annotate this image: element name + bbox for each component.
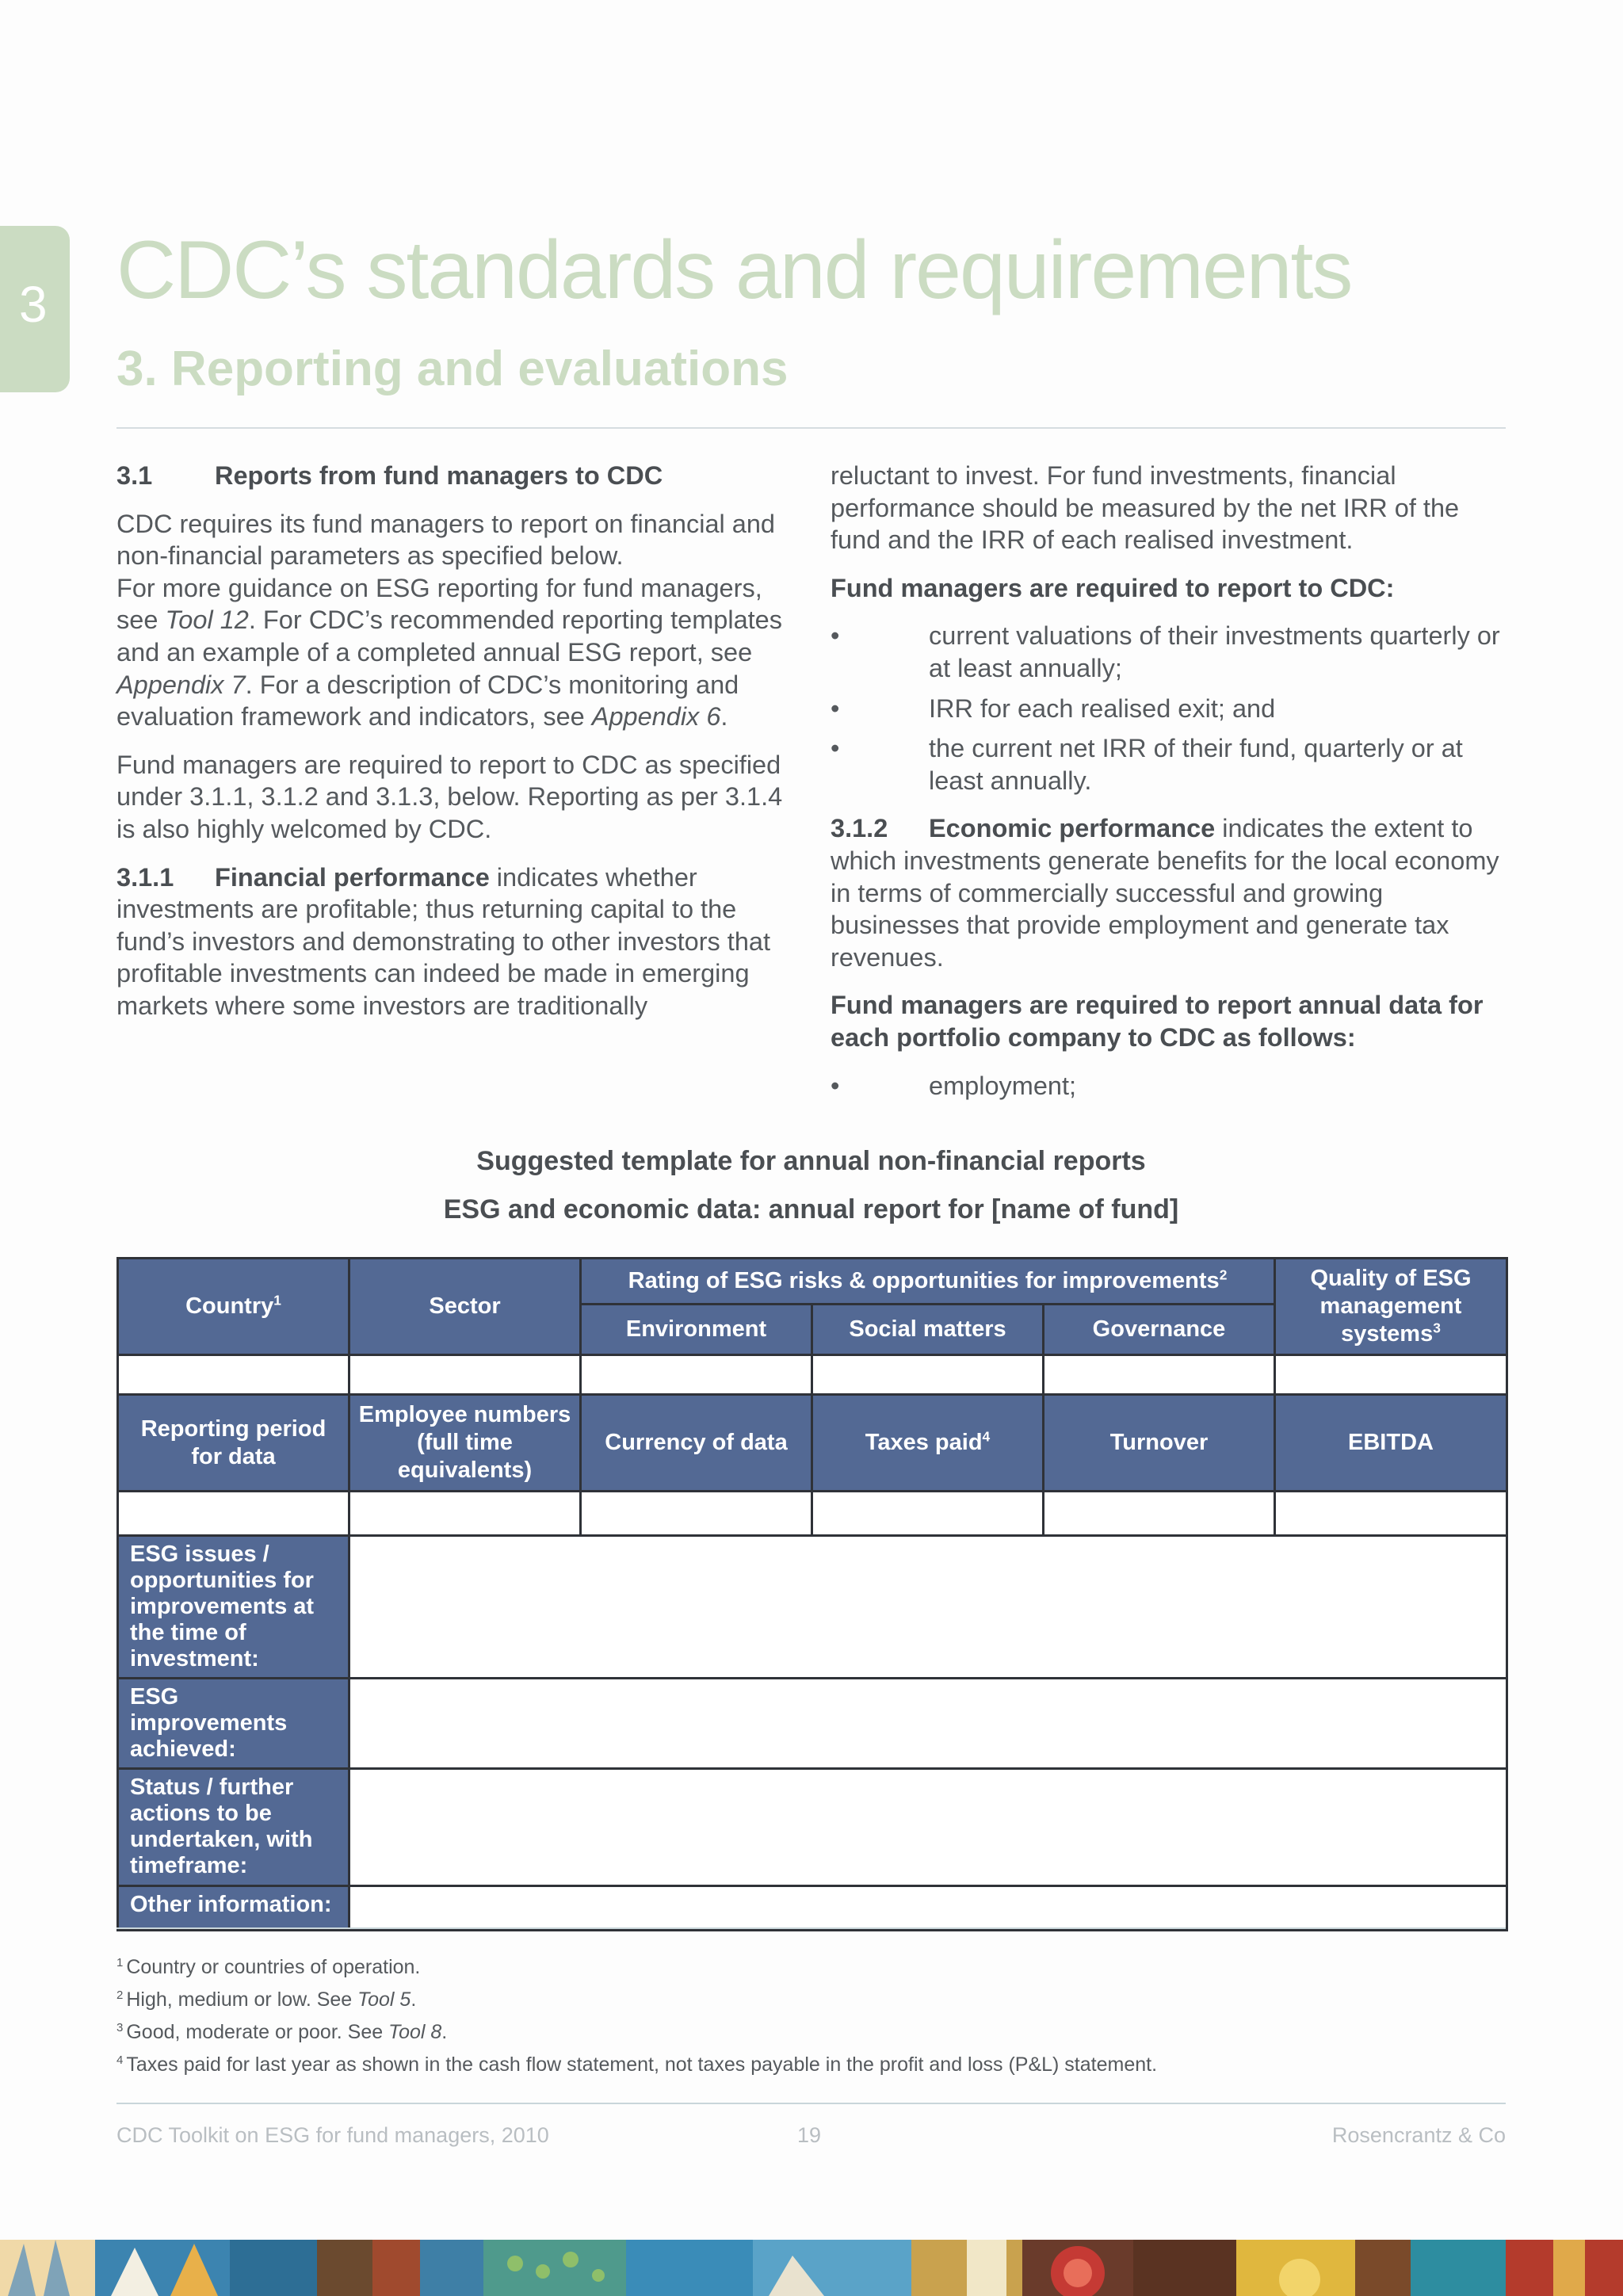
- continuation-paragraph: reluctant to invest. For fund investments, financial performance should be measured by the net IRR of the fund and the IRR of each realised investment.: [831, 461, 1460, 555]
- requirement-heading-1: Fund managers are required to report to CDC:: [831, 573, 1395, 602]
- row-label-other: Other information:: [118, 1886, 349, 1931]
- bullet-icon: •: [831, 693, 840, 723]
- cell-taxes[interactable]: [812, 1492, 1044, 1536]
- list-item: • the current net IRR of their fund, quarterly or at least annually.: [831, 734, 1463, 795]
- bullet-icon: •: [831, 734, 840, 763]
- chapter-tab: [0, 226, 70, 392]
- cell-employees[interactable]: [349, 1492, 581, 1536]
- header-taxes: Taxes paid$^4$: [812, 1395, 1044, 1492]
- table-row: [118, 1536, 1507, 1679]
- footnote-divider: [116, 1927, 1506, 1929]
- table-row: [118, 1395, 1507, 1492]
- bullet-icon: •: [831, 1071, 840, 1100]
- cell-governance[interactable]: [1044, 1355, 1275, 1395]
- section-title: 3. Reporting and evaluations: [116, 342, 789, 396]
- footnote-4: $^4$ Taxes paid for last year as shown in the cash flow statement, not taxes payable in the profit and loss (P&L) statement.: [116, 2053, 1158, 2076]
- list-item: • current valuations of their investments quarterly or at least annually;: [831, 621, 1500, 682]
- table-row: [118, 1259, 1507, 1305]
- decorative-pattern-band: [0, 2240, 1623, 2296]
- list-item: • IRR for each realised exit; and: [831, 693, 1501, 725]
- pattern-illustration: [0, 2240, 1623, 2296]
- table-row: [118, 1492, 1507, 1536]
- cell-currency[interactable]: [581, 1492, 812, 1536]
- page-number: 19: [797, 2123, 822, 2147]
- bullet-icon: •: [831, 621, 840, 651]
- page-title: CDC’s standards and requirements: [116, 224, 1352, 316]
- section-3-1-2-number: 3.1.2: [831, 814, 888, 843]
- table-row: [118, 1679, 1507, 1769]
- paragraph-2: For more guidance on ESG reporting for fund managers, see Tool 12. For CDC’s recommended reporting templates and an example of a completed annual ESG report, see Appendix 7. For a description of CDC’s monitoring and evaluation framework and indicators, see Appendix 6.: [116, 573, 782, 732]
- header-governance: Governance: [1044, 1305, 1275, 1355]
- cell-turnover[interactable]: [1044, 1492, 1275, 1536]
- footnote-1: $^1$ Country or countries of operation.: [116, 1955, 421, 1978]
- appendix-6-reference: Appendix 6: [591, 702, 721, 732]
- table-subcaption: ESG and economic data: annual report for [name of fund]: [443, 1194, 1179, 1224]
- header-quality: Quality of ESG management systems$^3$: [1275, 1259, 1507, 1355]
- table-row: [118, 1769, 1507, 1886]
- header-employees: Employee numbers (full time equivalents): [349, 1395, 581, 1492]
- section-3-1-1-text: indicates whether investments are profitable; thus returning capital to the fund’s investors and demonstrating to other investors that profitable investments can indeed be made in emerging markets where some investors are traditionally: [116, 862, 771, 1020]
- header-country: Country$^1$: [118, 1259, 349, 1355]
- cell-sector[interactable]: [349, 1355, 581, 1395]
- esg-report-table: [116, 1257, 1508, 1931]
- footer-title: CDC Toolkit on ESG for fund managers, 2010: [116, 2123, 549, 2147]
- paragraph-1: CDC requires its fund managers to report on financial and non-financial parameters as specified below.: [116, 509, 775, 571]
- header-currency: Currency of data: [581, 1395, 812, 1492]
- section-3-1-2-title: Economic performance: [929, 814, 1216, 843]
- header-rating: Rating of ESG risks & opportunities for improvements$^2$: [581, 1259, 1275, 1305]
- table-row: [118, 1886, 1507, 1931]
- header-social: Social matters: [812, 1305, 1044, 1355]
- right-column: [831, 460, 1501, 1110]
- cell-country[interactable]: [118, 1355, 349, 1395]
- cell-quality[interactable]: [1275, 1355, 1507, 1395]
- cell-esg-issues[interactable]: [349, 1536, 1507, 1679]
- table-row: [118, 1355, 1507, 1395]
- section-3-1-heading: [116, 460, 787, 492]
- left-column: [116, 460, 787, 1038]
- header-turnover: Turnover: [1044, 1395, 1275, 1492]
- tool-12-reference: Tool 12: [165, 606, 249, 635]
- footnote-2: $^2$ High, medium or low. See Tool 5.: [116, 1988, 417, 2011]
- header-sector: Sector: [349, 1259, 581, 1355]
- chapter-number: 3: [19, 276, 48, 333]
- table-caption: Suggested template for annual non-financial reports: [476, 1146, 1146, 1176]
- cell-ebitda[interactable]: [1275, 1492, 1507, 1536]
- cell-social[interactable]: [812, 1355, 1044, 1395]
- header-divider: [116, 427, 1506, 429]
- header-ebitda: EBITDA: [1275, 1395, 1507, 1492]
- footer-publisher: Rosencrantz & Co: [1331, 2123, 1506, 2147]
- footnote-3: $^3$ Good, moderate or poor. See Tool 8.: [116, 2020, 448, 2043]
- paragraph-3: Fund managers are required to report to CDC as specified under 3.1.1, 3.1.2 and 3.1.3, below. Reporting as per 3.1.4 is also highly welcomed by CDC.: [116, 750, 783, 843]
- cell-esg-improvements[interactable]: [349, 1679, 1507, 1769]
- footnotes: [116, 1951, 1157, 2081]
- section-3-1-1-title: Financial performance: [215, 862, 490, 892]
- header-environment: Environment: [581, 1305, 812, 1355]
- section-3-1-1: [116, 861, 787, 1022]
- footer-divider: [116, 2103, 1506, 2104]
- cell-status[interactable]: [349, 1769, 1507, 1886]
- cell-reporting-period[interactable]: [118, 1492, 349, 1536]
- header-reporting-period: Reporting period for data: [118, 1395, 349, 1492]
- cell-other[interactable]: [349, 1886, 1507, 1931]
- row-label-status: Status / further actions to be undertaken, with timeframe:: [118, 1769, 349, 1886]
- list-item: • employment;: [831, 1070, 1501, 1102]
- requirement-heading-2: Fund managers are required to report annual data for each portfolio company to CDC as follows:: [831, 991, 1484, 1052]
- section-3-1-number: 3.1: [116, 461, 153, 490]
- appendix-7-reference: Appendix 7: [116, 670, 246, 699]
- section-3-1-title: Reports from fund managers to CDC: [215, 461, 663, 490]
- row-label-esg-issues: ESG issues / opportunities for improvements at the time of investment:: [118, 1536, 349, 1679]
- cell-environment[interactable]: [581, 1355, 812, 1395]
- row-label-esg-improvements: ESG improvements achieved:: [118, 1679, 349, 1769]
- section-3-1-2-text: indicates the extent to which investments generate benefits for the local economy in terms of commercially successful and growing businesses that provide employment and generate tax revenues.: [831, 814, 1499, 972]
- section-3-1-1-number: 3.1.1: [116, 862, 174, 892]
- section-3-1-2: [831, 812, 1501, 973]
